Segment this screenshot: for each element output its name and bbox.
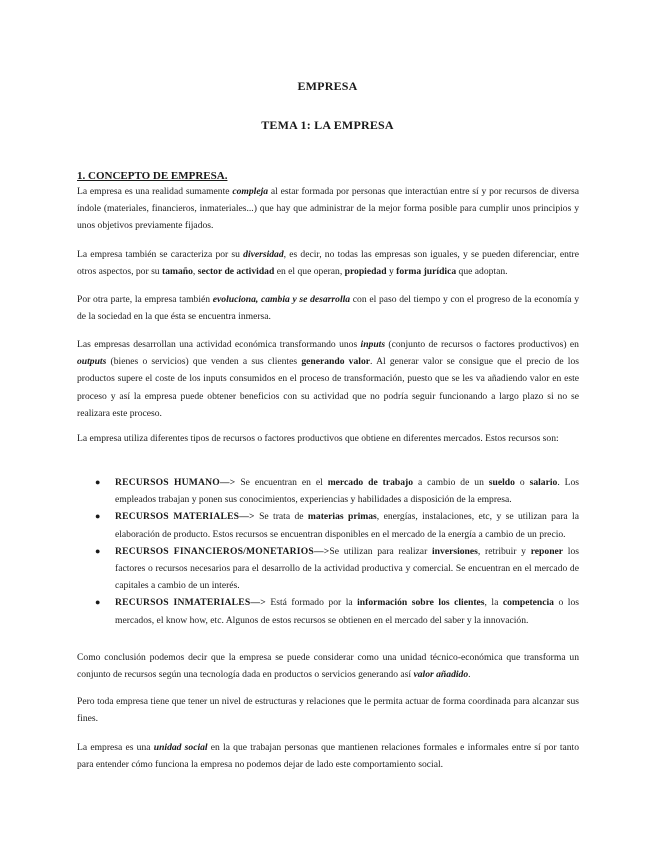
text: en el que operan, bbox=[274, 266, 345, 278]
text: los factores o recursos necesarios para el desarrollo de la actividad productiva y comercial. Se encuentran en el mercado de capitales a cambio de un interés. bbox=[115, 545, 579, 592]
bold-term: tamaño bbox=[162, 266, 193, 278]
paragraph-3 bbox=[77, 291, 579, 325]
item-heading: RECURSOS FINANCIEROS/MONETARIOS—> bbox=[115, 545, 330, 557]
text: . bbox=[468, 669, 471, 681]
text: que adoptan. bbox=[456, 266, 508, 278]
text: . Los empleados trabajan y ponen sus conocimientos, experiencias y habilidades a disposición de la empresa. bbox=[115, 477, 580, 506]
emphasis: outputs bbox=[77, 356, 107, 368]
bold-term: sector de actividad bbox=[197, 266, 275, 278]
list-item bbox=[77, 594, 579, 628]
text: (conjunto de recursos o factores productivos) en bbox=[385, 339, 579, 350]
bold-term: mercado de trabajo bbox=[327, 477, 414, 488]
emphasis: diversidad bbox=[243, 249, 284, 260]
item-heading: RECURSOS INMATERIALES—> bbox=[115, 597, 266, 609]
paragraph-1 bbox=[77, 183, 579, 235]
text: (bienes o servicios) que venden a sus clientes bbox=[106, 356, 302, 368]
text: o bbox=[514, 477, 530, 488]
paragraph-7 bbox=[77, 693, 579, 727]
text: Las empresas desarrollan una actividad económica transformando unos bbox=[77, 339, 361, 350]
bold-term: propiedad bbox=[344, 266, 387, 278]
text: , energías, instalaciones, etc, y se utilizan para la elaboración de producto. Estos recursos se encuentran disponibles en el mercado de la energía a cambio de un precio. bbox=[115, 511, 579, 540]
list-item bbox=[77, 508, 579, 542]
document-subtitle: TEMA 1: LA EMPRESA bbox=[261, 118, 394, 132]
text: , bbox=[192, 266, 198, 278]
text: , la bbox=[484, 597, 503, 609]
emphasis: compleja bbox=[232, 186, 269, 197]
text: o los mercados, el know how, etc. Algunos de estos recursos se obtienen en el mercado del saber y la innovación. bbox=[115, 597, 579, 626]
bullet-icon: ● bbox=[95, 597, 101, 608]
text: Pero toda empresa tiene que tener un nivel de estructuras y relaciones que le permita actuar de forma coordinada para alcanzar sus fines. bbox=[77, 696, 579, 725]
bold-term: generando valor bbox=[301, 356, 370, 368]
emphasis: evoluciona, cambia y se desarrolla bbox=[212, 294, 351, 305]
text: La empresa es una realidad sumamente bbox=[77, 186, 233, 197]
text: . Al generar valor se consigue que el precio de los productos supere el coste de los inputs consumidos en el proceso de transformación, puesto que se les va añadiendo valor en este proceso y así la empresa puede obtener beneficios con su actividad que no podría seguir funcionando a largo plazo si no se realizara este proceso. bbox=[77, 356, 580, 419]
emphasis: inputs bbox=[360, 339, 386, 350]
emphasis: unidad social bbox=[153, 742, 208, 753]
item-heading: RECURSOS MATERIALES—> bbox=[115, 511, 255, 523]
bold-term: sueldo bbox=[488, 477, 515, 488]
text: y bbox=[386, 266, 397, 278]
bold-term: inversiones bbox=[432, 545, 478, 557]
text: La empresa también se caracteriza por su bbox=[77, 249, 244, 260]
paragraph-6 bbox=[77, 649, 579, 683]
text: a cambio de un bbox=[413, 477, 489, 488]
text: con el paso del tiempo y con el progreso de la economía y de la sociedad en la que ésta se encuentra inmersa. bbox=[77, 294, 579, 323]
list-item bbox=[77, 543, 579, 595]
section-heading: 1. CONCEPTO DE EMPRESA. bbox=[77, 170, 228, 182]
bold-term: información sobre los clientes bbox=[357, 597, 485, 609]
text: al estar formada por personas que interactúan entre sí y por recursos de diversa índole (materiales, financieros, inmateriales...) que hay que administrar de la mejor forma posible para cumplir unos principios y unos objetivos previamente fijados. bbox=[77, 186, 580, 232]
text: Se utilizan para realizar bbox=[329, 545, 433, 557]
bullet-icon: ● bbox=[95, 511, 101, 522]
text: Está formado por la bbox=[265, 597, 358, 609]
text: La empresa utiliza diferentes tipos de recursos o factores productivos que obtiene en diferentes mercados. Estos recursos son: bbox=[77, 433, 559, 444]
item-heading: RECURSOS HUMANO—> bbox=[115, 477, 236, 488]
bullet-icon: ● bbox=[95, 545, 101, 556]
text: Se encuentran en el bbox=[235, 477, 328, 488]
paragraph-2 bbox=[77, 246, 579, 280]
text: Como conclusión podemos decir que la empresa se puede considerar como una unidad técnico-económica que transforma un conjunto de recursos según una tecnología dada en productos o servicios generando así bbox=[77, 652, 579, 681]
paragraph-5 bbox=[77, 430, 579, 447]
bullet-icon: ● bbox=[95, 477, 101, 487]
text: , es decir, no todas las empresas son iguales, y se pueden diferenciar, entre otros aspectos, por su bbox=[77, 249, 579, 278]
emphasis: valor añadido bbox=[413, 669, 469, 681]
paragraph-8 bbox=[77, 739, 579, 773]
bold-term: salario bbox=[529, 477, 558, 488]
bold-term: materias primas bbox=[307, 511, 377, 523]
list-item bbox=[77, 474, 579, 508]
text: , retribuir y bbox=[477, 545, 531, 557]
resources-list bbox=[77, 474, 579, 629]
text: La empresa es una bbox=[77, 742, 154, 753]
bold-term: forma jurídica bbox=[396, 266, 457, 278]
text: Por otra parte, la empresa también bbox=[77, 294, 213, 305]
text: Se trata de bbox=[254, 511, 308, 523]
bold-term: reponer bbox=[530, 545, 564, 557]
paragraph-4 bbox=[77, 336, 579, 422]
text: en la que trabajan personas que mantienen relaciones formales e informales entre sí por tanto para entender cómo funciona la empresa no podemos dejar de lado este comportamiento social. bbox=[77, 742, 579, 771]
document-title: EMPRESA bbox=[297, 79, 358, 93]
bold-term: competencia bbox=[502, 597, 554, 609]
